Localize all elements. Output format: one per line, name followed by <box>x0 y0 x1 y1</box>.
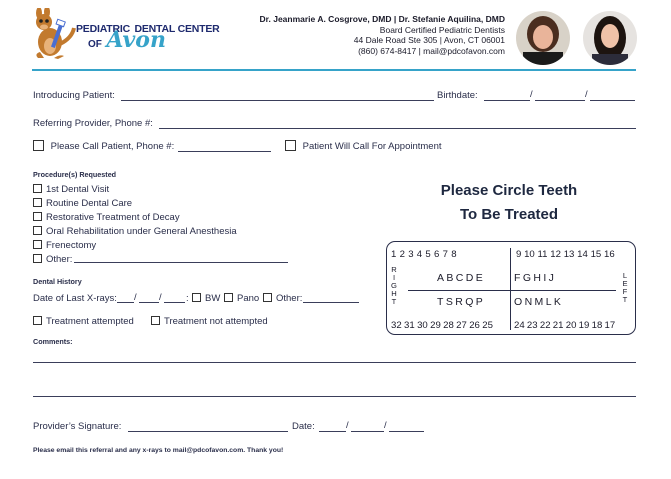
left-label-letter: F <box>622 287 628 297</box>
left-label-letter: E <box>622 279 628 289</box>
bw-checkbox[interactable] <box>192 293 201 302</box>
procedure-checkbox[interactable] <box>33 254 42 263</box>
right-label-letter: G <box>391 281 397 291</box>
teeth-vertical-divider <box>510 248 511 330</box>
patient-will-call-row <box>285 141 442 152</box>
teeth-bottom-left-numbers[interactable]: 24 23 22 21 20 19 18 17 <box>514 320 616 331</box>
xray-slash-2: / <box>159 292 162 303</box>
left-label-letter: L <box>622 271 628 280</box>
procedure-item[interactable] <box>33 225 237 239</box>
bw-option[interactable] <box>192 293 220 304</box>
procedure-label: Frenectomy <box>46 239 97 251</box>
bw-label: BW <box>205 293 221 304</box>
procedure-item[interactable] <box>33 183 237 197</box>
procedure-item[interactable] <box>33 239 237 253</box>
xray-colon: : <box>186 293 189 304</box>
xray-month-field[interactable] <box>117 302 134 303</box>
signature-date-year-field[interactable] <box>389 431 424 432</box>
kangaroo-logo-icon <box>30 8 76 60</box>
patient-will-call-checkbox[interactable] <box>285 140 296 151</box>
xray-other-checkbox[interactable] <box>263 293 272 302</box>
logo-dental-center: DENTAL CENTER <box>134 23 220 35</box>
teeth-title-line2: To Be Treated <box>459 206 559 223</box>
xray-other-option[interactable] <box>263 293 302 304</box>
right-label-letter: T <box>391 297 397 307</box>
right-label-letter: H <box>391 289 397 299</box>
procedure-item[interactable] <box>33 197 237 211</box>
signature-label: Provider’s Signature: <box>33 421 122 432</box>
patient-will-call-label: Patient Will Call For Appointment <box>302 141 442 153</box>
practice-contact: (860) 674-8417 | mail@pdcofavon.com <box>358 45 505 56</box>
please-call-phone-field[interactable] <box>178 151 271 152</box>
procedure-label: Other: <box>46 253 73 265</box>
birthdate-slash-1: / <box>530 89 533 100</box>
procedure-item[interactable] <box>33 211 237 225</box>
teeth-top-left-numbers[interactable]: 9 10 11 12 13 14 15 16 <box>516 249 615 260</box>
birthdate-day-field[interactable] <box>535 100 585 101</box>
procedure-other-field[interactable] <box>74 262 288 263</box>
treatment-not-attempted-checkbox[interactable] <box>151 316 160 325</box>
doctor-names: Dr. Jeanmarie A. Cosgrove, DMD | Dr. Stefanie Aquilina, DMD <box>259 14 505 24</box>
procedure-checkbox[interactable] <box>33 198 42 207</box>
xray-year-field[interactable] <box>164 302 185 303</box>
xray-other-label: Other: <box>276 293 303 304</box>
teeth-lower-right-letters[interactable]: TSRQP <box>437 296 486 308</box>
teeth-lower-left-letters[interactable]: ONMLK <box>514 296 564 308</box>
logo-of: OF <box>88 39 102 50</box>
teeth-title-line1: Please Circle Teeth <box>440 182 578 199</box>
left-label-letter: T <box>622 295 628 305</box>
practice-info <box>175 14 505 56</box>
xray-slash-1: / <box>134 292 137 303</box>
teeth-bottom-right-numbers[interactable]: 32 31 30 29 28 27 26 25 <box>391 320 493 331</box>
treatment-attempted-option[interactable] <box>33 316 134 327</box>
doctor-photo-1 <box>515 10 571 66</box>
procedure-checkbox[interactable] <box>33 226 42 235</box>
referring-provider-field[interactable] <box>159 128 636 129</box>
signature-date-label: Date: <box>292 421 315 432</box>
birthdate-year-field[interactable] <box>590 100 635 101</box>
comments-title: Comments: <box>33 337 73 346</box>
right-label-letter: R <box>391 265 397 274</box>
procedure-checkbox[interactable] <box>33 184 42 193</box>
comments-line-2[interactable] <box>33 396 636 397</box>
teeth-upper-right-letters[interactable]: ABCDE <box>437 272 486 284</box>
signature-date-day-field[interactable] <box>351 431 384 432</box>
pano-checkbox[interactable] <box>224 293 233 302</box>
please-call-label: Please Call Patient, Phone #: <box>50 141 175 153</box>
introducing-patient-field[interactable] <box>121 100 434 101</box>
xray-other-field[interactable] <box>303 302 359 303</box>
footer-note: Please email this referral and any x-rays to mail@pdcofavon.com. Thank you! <box>33 447 284 454</box>
procedure-checkbox[interactable] <box>33 240 42 249</box>
procedure-label: 1st Dental Visit <box>46 184 110 195</box>
teeth-left-label <box>621 272 629 304</box>
birthdate-label: Birthdate: <box>437 90 478 101</box>
dental-history-title: Dental History <box>33 277 82 286</box>
practice-subtitle: Board Certified Pediatric Dentists <box>379 24 505 35</box>
signature-date-month-field[interactable] <box>319 431 346 432</box>
logo-avon: Avon <box>106 27 166 53</box>
logo-of-avon <box>88 27 166 53</box>
introducing-patient-label: Introducing Patient: <box>33 90 115 101</box>
procedure-label: Restorative Treatment of Decay <box>46 211 180 223</box>
signature-field[interactable] <box>128 431 288 432</box>
birthdate-month-field[interactable] <box>484 100 530 101</box>
treatment-attempted-label: Treatment attempted <box>46 316 134 327</box>
practice-address: 44 Dale Road Ste 305 | Avon, CT 06001 <box>353 35 505 46</box>
procedures-list <box>33 183 237 266</box>
comments-line-1[interactable] <box>33 362 636 363</box>
doctor-photo-2 <box>582 10 638 66</box>
sig-slash-1: / <box>346 420 349 431</box>
birthdate-slash-2: / <box>585 89 588 100</box>
procedure-checkbox[interactable] <box>33 212 42 221</box>
teeth-right-label <box>390 266 398 306</box>
treatment-not-attempted-option[interactable] <box>151 316 268 327</box>
procedure-label: Oral Rehabilitation under General Anesthesia <box>46 225 237 237</box>
logo-pediatric: PEDIATRIC <box>76 23 131 35</box>
treatment-attempted-checkbox[interactable] <box>33 316 42 325</box>
procedure-label: Routine Dental Care <box>46 197 133 209</box>
header-divider <box>32 69 636 71</box>
pano-label: Pano <box>237 293 260 304</box>
please-call-row <box>33 141 174 152</box>
referring-provider-label: Referring Provider, Phone #: <box>33 118 153 129</box>
teeth-top-right-numbers[interactable]: 1 2 3 4 5 6 7 8 <box>391 249 457 260</box>
pano-option[interactable] <box>224 293 259 304</box>
procedure-item[interactable] <box>33 253 237 267</box>
procedures-title: Procedure(s) Requested <box>33 170 117 179</box>
please-call-checkbox[interactable] <box>33 140 44 151</box>
xray-day-field[interactable] <box>139 302 159 303</box>
right-label-letter: I <box>392 273 396 283</box>
treatment-not-attempted-label: Treatment not attempted <box>164 316 268 327</box>
sig-slash-2: / <box>384 420 387 431</box>
teeth-horizontal-divider <box>408 290 616 291</box>
last-xrays-label: Date of Last X-rays: <box>33 293 117 304</box>
teeth-upper-left-letters[interactable]: FGHIJ <box>514 272 557 284</box>
